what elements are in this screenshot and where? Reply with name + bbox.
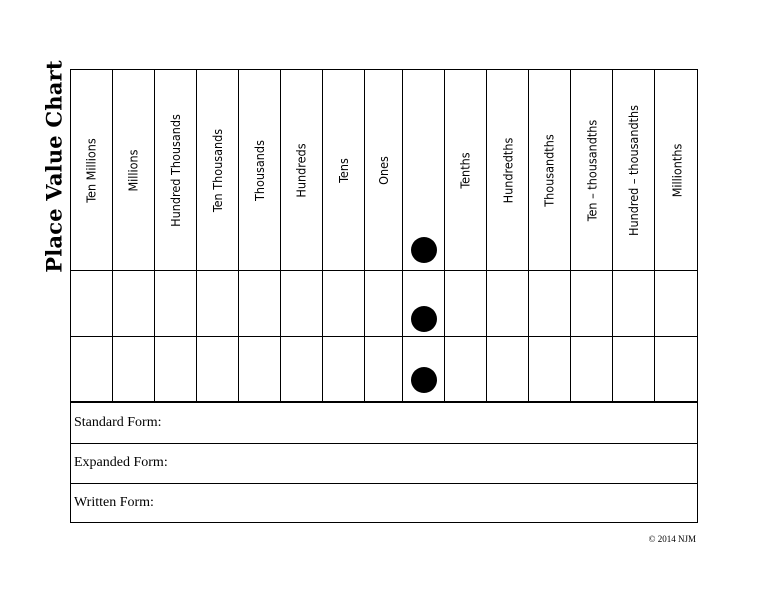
row-divider-1	[71, 336, 697, 337]
column-hundredths	[487, 70, 529, 402]
column-ones	[365, 70, 403, 402]
column-header-thousands: Thousands	[252, 139, 268, 201]
column-header-millions: Millions	[126, 148, 142, 192]
column-header-thousandths: Thousandths	[542, 133, 558, 207]
decimal-point-dot-row-2	[411, 367, 437, 393]
column-header-millionths: Millionths	[669, 143, 685, 197]
column-ten-thousands	[197, 70, 239, 402]
standard-form-row	[71, 403, 697, 443]
column-thousandths	[529, 70, 571, 402]
column-header-hundreds: Hundreds	[294, 142, 310, 198]
written-form-row	[71, 483, 697, 523]
row-divider-header	[71, 270, 697, 271]
expanded-form-row	[71, 443, 697, 483]
column-hundreds	[281, 70, 323, 402]
copyright-notice: © 2014 NJM	[648, 534, 696, 544]
column-header-hundred-thousands: Hundred Thousands	[168, 113, 184, 227]
chart-title-text: Place Value Chart	[41, 59, 67, 273]
column-header-hundred-thousandths: Hundred – thousandths	[626, 104, 641, 236]
column-header-ten-thousands: Ten Thousands	[210, 128, 225, 212]
column-header-hundredths: Hundredths	[500, 137, 516, 203]
column-header-ones: Ones	[375, 155, 391, 185]
column-hundred-thousandths	[613, 70, 655, 402]
column-header-ten-thousandths: Ten – thousandths	[584, 119, 600, 221]
column-tens	[323, 70, 365, 402]
column-header-tenths: Tenths	[457, 151, 473, 189]
column-hundred-thousands	[155, 70, 197, 402]
decimal-point-dot-header	[411, 237, 437, 263]
written-form-label: Written Form:	[74, 495, 154, 510]
column-header-ten-millions: Ten Millions	[84, 137, 99, 203]
column-millionths	[655, 70, 699, 402]
standard-form-label: Standard Form:	[74, 415, 162, 430]
place-value-table	[70, 69, 698, 523]
expanded-form-label: Expanded Form:	[74, 455, 168, 470]
column-thousands	[239, 70, 281, 402]
column-ten-thousandths	[571, 70, 613, 402]
column-millions	[113, 70, 155, 402]
column-grid	[71, 70, 697, 402]
column-header-tens: Tens	[336, 157, 351, 183]
column-tenths	[445, 70, 487, 402]
decimal-point-dot-row-1	[411, 306, 437, 332]
column-ten-millions	[71, 70, 113, 402]
chart-title	[40, 59, 68, 273]
column-decimal-point	[403, 70, 445, 402]
